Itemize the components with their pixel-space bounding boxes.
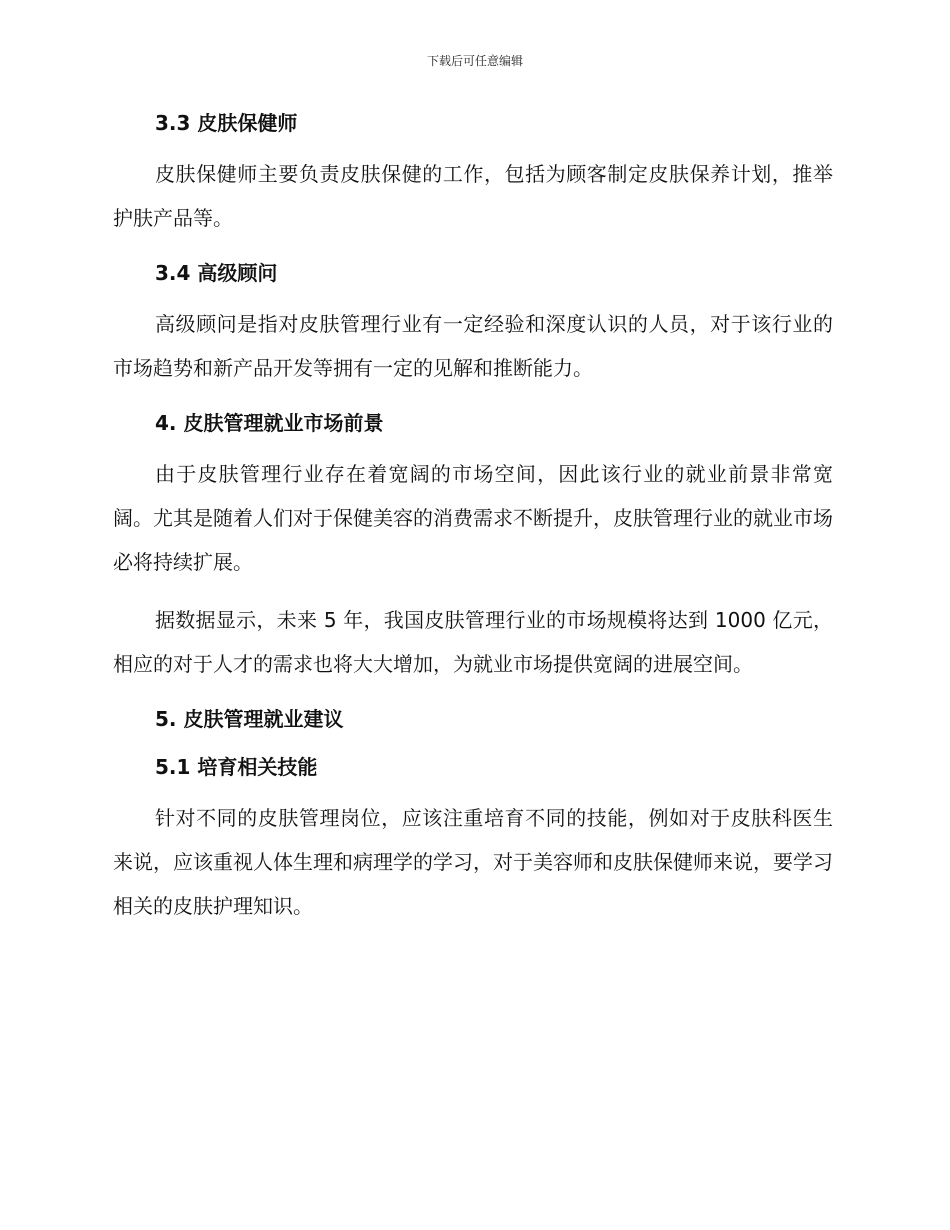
section-paragraph-5-1: 针对不同的皮肤管理岗位，应该注重培育不同的技能，例如对于皮肤科医生来说，应该重视人体生理和病理学的学习，对于美容师和皮肤保健师来说，要学习相关的皮肤护理知识。 — [113, 806, 833, 918]
section-heading-5: 5. 皮肤管理就业建议 — [155, 707, 344, 731]
section-paragraph-4-1: 由于皮肤管理行业存在着宽阔的市场空间，因此该行业的就业前景非常宽阔。尤其是随着人们对于保健美容的消费需求不断提升，皮肤管理行业的就业市场必将持续扩展。 — [113, 462, 833, 574]
section-paragraph-4-2: 据数据显示，未来 5 年，我国皮肤管理行业的市场规模将达到 1000 亿元，相应的对于人才的需求也将大大增加，为就业市场提供宽阔的进展空间。 — [113, 608, 833, 676]
section-heading-3-3: 3.3 皮肤保健师 — [155, 111, 298, 135]
page-header: 下载后可任意编辑 — [426, 54, 523, 68]
document-body — [113, 108, 833, 928]
section-heading-3-4: 3.4 高级顾问 — [155, 261, 278, 285]
section-paragraph-3-3: 皮肤保健师主要负责皮肤保健的工作，包括为顾客制定皮肤保养计划，推举护肤产品等。 — [113, 162, 833, 230]
section-heading-5-1: 5.1 培育相关技能 — [155, 755, 318, 779]
section-heading-4: 4. 皮肤管理就业市场前景 — [155, 411, 384, 435]
section-paragraph-3-4: 高级顾问是指对皮肤管理行业有一定经验和深度认识的人员，对于该行业的市场趋势和新产品开发等拥有一定的见解和推断能力。 — [113, 312, 833, 380]
